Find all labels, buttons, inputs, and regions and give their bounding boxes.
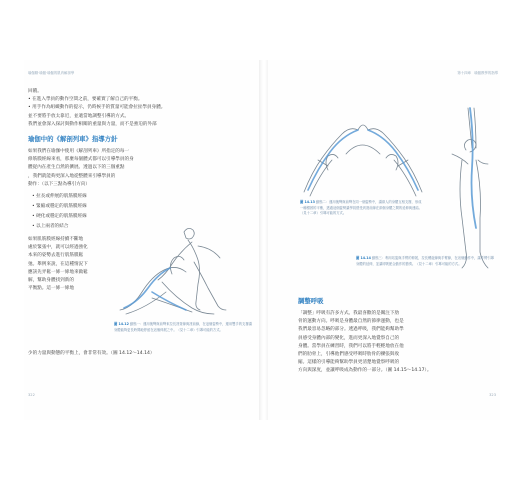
- intro-line: 我們並會深入探討與動作相關的重量與力量，而不是強迫的外部: [28, 121, 157, 127]
- para-line: 身體。當學員在練習時，我們可以將手輕輕地放在他: [298, 343, 404, 349]
- figure-14-12-illustration: [112, 222, 260, 320]
- section-heading-breathing: 調整呼吸: [298, 297, 324, 305]
- paragraph-2: [28, 236, 110, 293]
- para-line: 應該先弄鬆一條一條地來做鬆: [28, 269, 88, 275]
- para-line: 我們最容易忽略的部分。透過呼吸，我們能夠幫助學: [298, 327, 404, 333]
- para-line: 弛。舉例來說，在這種情況下: [28, 261, 88, 267]
- paragraph-3: [28, 350, 258, 358]
- para-line: 處於緊張中，就可以經過強化: [28, 245, 88, 251]
- intro-line: • 用手作為組織動作的提示，仍時候手的質量可能會拉扯學員身體。: [28, 105, 166, 111]
- running-head-left: 瑜伽精·瑜伽·瑜伽的肌肉解剖學: [28, 71, 75, 75]
- para-line: 本來的姿勢去進行肌筋膜鬆: [28, 253, 84, 259]
- page-number-left: 322: [28, 393, 35, 397]
- para-line: ，我們就能夠更深入地從整體來引導學員的: [28, 173, 116, 179]
- para-line: 們的肋骨上，引導他們感受呼吸時肋骨的擴張與收: [298, 352, 400, 358]
- intro-block: [28, 88, 258, 129]
- figure-caption-14-14: [356, 256, 494, 267]
- caption-number: 圖 14.12: [114, 322, 129, 326]
- breathing-paragraph: [298, 310, 496, 376]
- caption-text: 動態三：利用站姿與手臂的伸展，拉長螺旋線與手臂線，在這個動作中，讓手臂引導身體的延伸，並讓呼吸配合動作的節奏。（見十二章）引導可能的方式。: [356, 256, 494, 266]
- para-line: 條筋膜經線來看，那麼每個體式都可以引導學員的身: [28, 157, 134, 163]
- bullet-item: • 拉長或伸展的肌筋膜經線: [32, 194, 87, 199]
- para-line: 縮。這樣的引導能夠幫助學員更清楚地覺察呼吸的: [298, 360, 400, 366]
- para-line: 骨的運動方向。呼吸是身體最自然的節律運動，也是: [298, 319, 404, 325]
- caption-number: 圖 14.14: [356, 256, 371, 260]
- para-line: 少的力量與動態的平衡上，會非常有效。（圖 14.12～14.14）: [28, 351, 155, 356]
- para-line: 員感受身體內部的變化，進而更深入地覺察自己的: [298, 335, 400, 341]
- left-page: [24, 60, 260, 420]
- para-line: 動作：（以下三點為導引方向）: [28, 181, 91, 187]
- para-line: 「調整」呼吸有許多方式。我最喜歡的是關注下肋: [298, 311, 400, 316]
- figure-14-13-illustration: [298, 110, 428, 198]
- caption-text: 動態二：運用後彎與前彎在同一個姿勢中，讓兩人的身體互相支撐，形成一種穩固的平衡，透過這個姿勢讓學員感受到淺前線在兩個身體之間的延伸與連結。（見十二章）引導可能的方式。: [300, 200, 422, 216]
- para-line: 體從內在產生自然的擴展。透過以下的三個重點: [28, 165, 125, 171]
- caption-text: 動態一：運用後彎與前彎來拉長淺背線與淺前線，在這個姿勢中，運用雙手的支撐讓身體能夠更長時間地停留在這個伸展之中。（見十二章）引導可能的方式。: [114, 322, 252, 332]
- figure-14-14-illustration: [444, 104, 498, 274]
- intro-line: • 在進入學員的動作空間之前，要確實了解自己的平衡。: [28, 97, 143, 103]
- para-line: 如果我們在瑜伽中使用《解剖列車》所指定的每一: [28, 149, 130, 154]
- bullet-item: • 硬化或穩定的肌筋膜經線: [32, 214, 87, 219]
- figure-caption-14-12: [114, 322, 254, 333]
- caption-number: 圖 14.13: [300, 200, 315, 204]
- intro-line: 並不要將手放太靠近，並適當地調整引導的方式。: [28, 113, 130, 119]
- bullet-item: • 以上兩者的結合: [32, 224, 69, 229]
- para-line: 如果肌筋膜經線持續不斷地: [28, 237, 84, 242]
- right-page: [268, 60, 500, 420]
- intro-line: 回饋。: [28, 89, 42, 94]
- figure-caption-14-13: [300, 200, 424, 217]
- running-head-right: 第十四章 瑜伽教學的指導: [457, 71, 498, 75]
- page-number-right: 323: [489, 393, 496, 397]
- paragraph-1: [28, 148, 258, 189]
- section-heading-anatomy-trains: 瑜伽中的《解剖列車》指導方針: [28, 135, 118, 143]
- bullet-item: • 緊縮或穩定的肌筋膜經線: [32, 204, 87, 209]
- para-line: 解，幫助身體找到新的: [28, 278, 74, 284]
- para-line: 平衡點。這一條一條地: [28, 286, 74, 292]
- para-line: 方向與深度，並讓呼吸成為動作的一部分。（圖 14.15～14.17）。: [298, 368, 432, 374]
